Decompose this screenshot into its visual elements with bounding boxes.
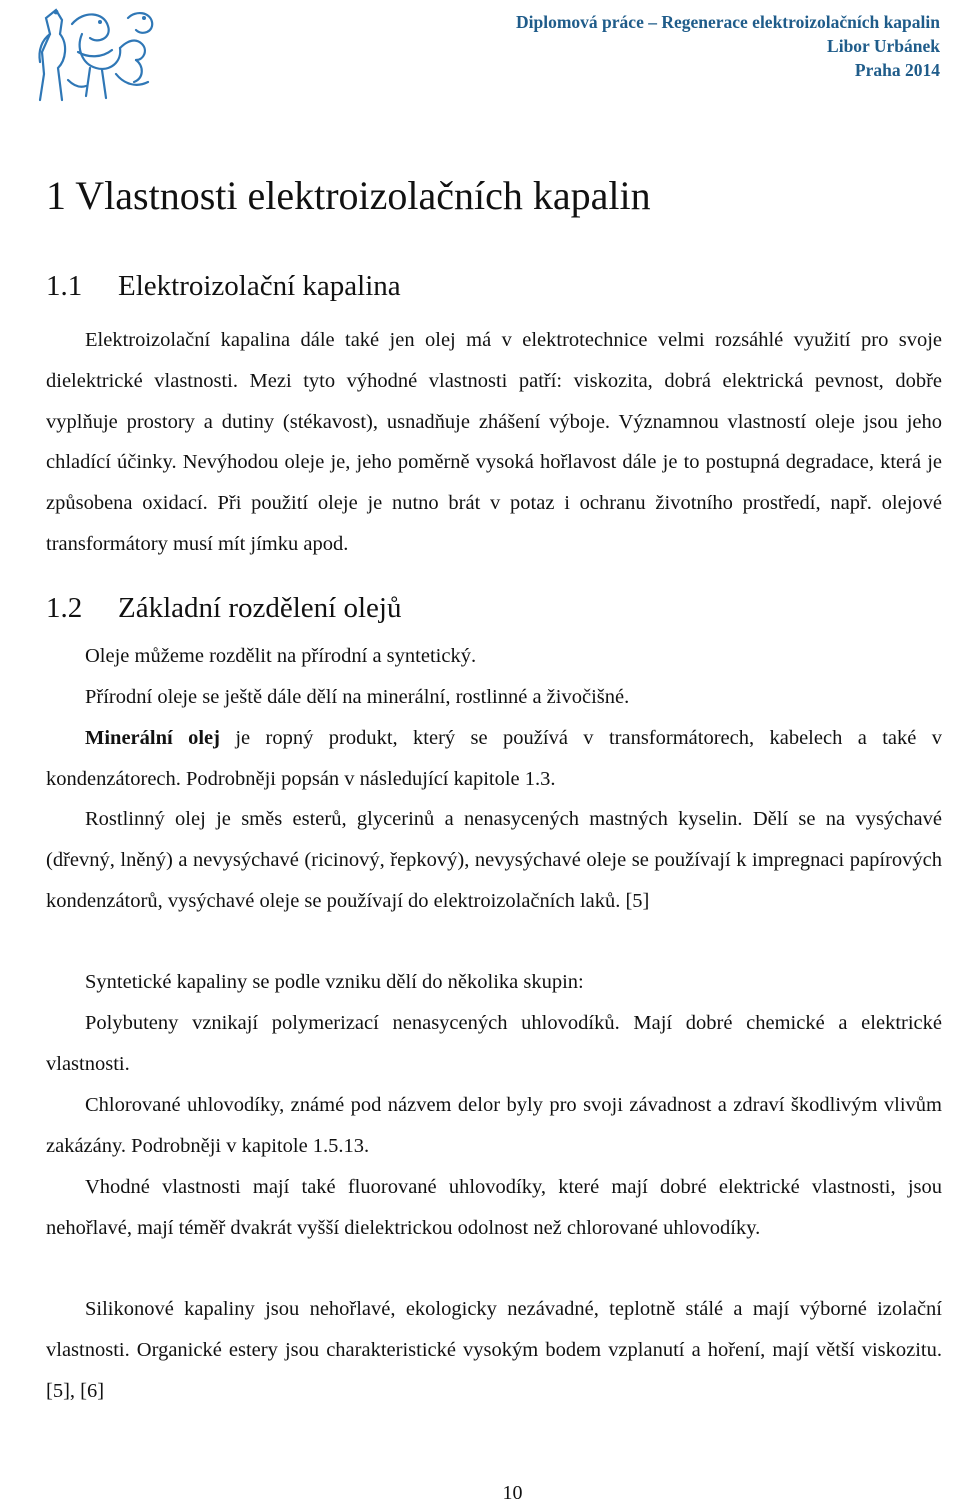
- header-thesis-title: Diplomová práce – Regenerace elektroizolačních kapalin: [516, 12, 940, 32]
- paragraph-oil-division: Oleje můžeme rozdělit na přírodní a syntetický.: [85, 645, 477, 667]
- paragraph-silicone-liquids: Silikonové kapaliny jsou nehořlavé, ekologicky nezávadné, teplotně stálé a mají výborné izolační vlastnosti. Organické estery jsou charakteristické vysokým bodem vzplanutí a hoření, mají větší viskozitu. [5], [6]: [46, 1298, 942, 1402]
- document-header: [516, 10, 940, 82]
- paragraph-mineral-oil: Minerální olej je ropný produkt, který se používá v transformátorech, kabelech a také v kondenzátorech. Podrobněji popsán v následující kapitole 1.3.: [46, 727, 942, 790]
- university-lion-logo: [32, 4, 162, 104]
- header-author: Libor Urbánek: [827, 36, 940, 56]
- section-number: 1.1: [46, 270, 83, 302]
- section-heading-1-2: [46, 588, 401, 628]
- paragraph-fluorinated-hydrocarbons: Vhodné vlastnosti mají také fluorované uhlovodíky, které mají dobré elektrické vlastnosti, jsou nehořlavé, mají téměř dvakrát vyšší dielektrickou odolnost než chlorované uhlovodíky.: [46, 1176, 942, 1239]
- section-title: Základní rozdělení olejů: [118, 592, 402, 624]
- section-heading-1-1: [46, 266, 401, 306]
- paragraph-polybutenes: Polybuteny vznikají polymerizací nenasycených uhlovodíků. Mají dobré chemické a elektrické vlastnosti.: [46, 1012, 942, 1075]
- paragraph-chlorinated-hydrocarbons: Chlorované uhlovodíky, známé pod názvem delor byly pro svoji závadnost a zdraví škodlivým vlivům zakázány. Podrobněji v kapitole 1.5.13.: [46, 1094, 942, 1157]
- chapter-title: 1 Vlastnosti elektroizolačních kapalin: [46, 173, 651, 218]
- section-title: Elektroizolační kapalina: [118, 270, 401, 302]
- header-place-year: Praha 2014: [854, 60, 940, 80]
- section-number: 1.2: [46, 592, 83, 624]
- section-1-1-paragraph: Elektroizolační kapalina dále také jen olej má v elektrotechnice velmi rozsáhlé využití pro svoje dielektrické vlastnosti. Mezi tyto výhodné vlastnosti patří: viskozita, dobrá elektrická pevnost, dobře vyplňuje prostory a dutiny (stékavost), usnadňuje zhášení výboje. Významnou vlastností oleje jsou jeho chladící účinky. Nevýhodou oleje je, jeho poměrně vysoká hořlavost dále je to postupná degradace, která je způsobena oxidací. Při použití oleje je nutno brát v potaz i ochranu životního prostředí, např. olejové transformátory musí mít jímku apod.: [46, 329, 942, 555]
- paragraph-vegetable-oil: Rostlinný olej je směs esterů, glycerinů a nenasycených mastných kyselin. Dělí se na vysýchavé (dřevný, lněný) a nevysýchavé (ricinový, řepkový), nevysýchavé oleje se používají k impregnaci papírových kondenzátorů, vysýchavé oleje se používají do elektroizolačních laků. [5]: [46, 808, 942, 912]
- paragraph-synthetic-liquids: Syntetické kapaliny se podle vzniku dělí do několika skupin:: [85, 971, 584, 993]
- paragraph-natural-oils: Přírodní oleje se ještě dále dělí na minerální, rostlinné a živočišné.: [85, 686, 630, 708]
- page-number: 10: [502, 1482, 523, 1504]
- mineral-oil-term: Minerální olej: [85, 727, 220, 749]
